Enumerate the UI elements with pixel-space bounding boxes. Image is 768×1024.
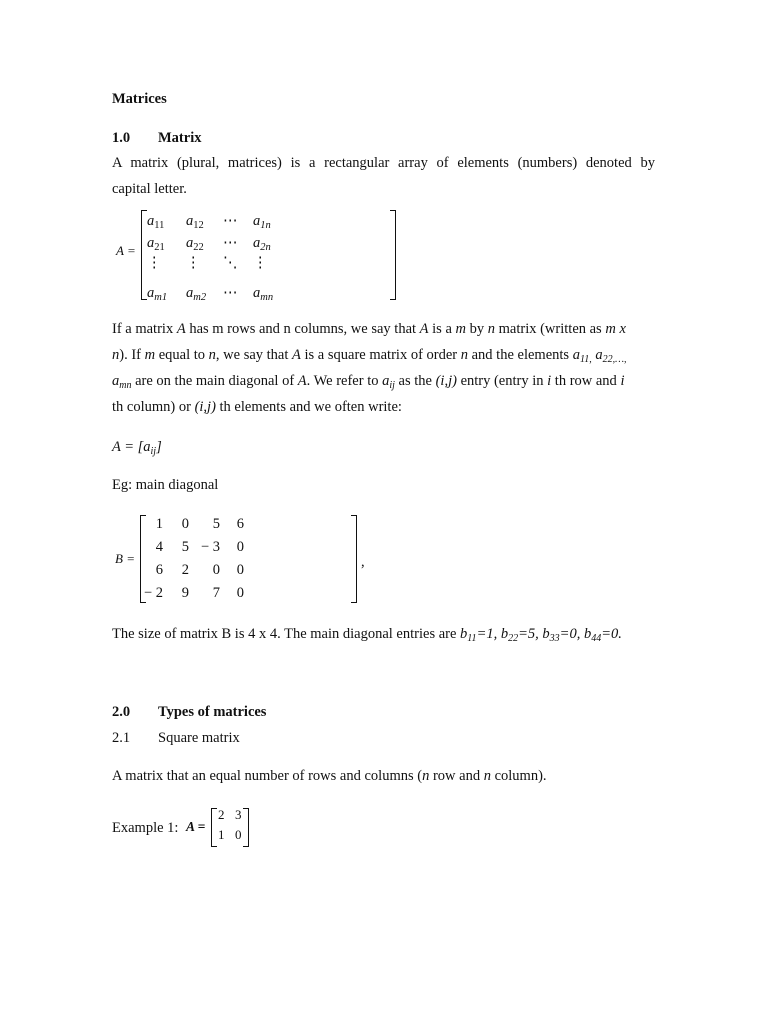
matrix-a-entry: ⋮ <box>186 255 201 271</box>
matrix-a-entry: $a_{22}$ <box>186 235 204 253</box>
matrix-example-1 <box>186 805 256 847</box>
matrix-example-1-entry: 0 <box>235 827 242 842</box>
example-1-label: Example 1: <box>112 820 179 836</box>
matrix-b-entry: 6 <box>155 562 163 578</box>
matrix-example-1-entry: 3 <box>235 807 242 822</box>
section-2-1-number: 2.1 <box>112 730 131 746</box>
matrix-a-entry: ⋯ <box>223 235 238 251</box>
section-1-number: 1.0 <box>112 130 131 146</box>
matrix-a-entry: ⋯ <box>223 285 238 301</box>
matrix-a-entry: $a_{12}$ <box>186 213 204 231</box>
matrix-b-label: B = <box>115 551 135 566</box>
matrix-b-entry: 4 <box>155 539 163 555</box>
matrix-example-1-label: A = <box>186 819 206 834</box>
matrix-a-entry: ⋱ <box>223 255 238 271</box>
para-2-line-3: $a_{mn}$ are on the main diagonal of A. We refer to $a_{ij}$ as the (i,j) entry (entry in i th row and i <box>112 373 625 391</box>
para-1-line-2: capital letter. <box>112 181 187 197</box>
para-4: A matrix that an equal number of rows and columns (n row and n column). <box>112 768 547 784</box>
doc-title: Matrices <box>112 91 167 107</box>
matrix-a-entry: $a_{m2}$ <box>186 285 207 303</box>
matrix-example-1-entry: 1 <box>218 827 225 842</box>
matrix-b-entry: 1 <box>155 516 163 532</box>
matrix-b-entry: 0 <box>212 562 220 578</box>
matrix-a-entry: ⋮ <box>253 255 268 271</box>
para-3: The size of matrix B is 4 x 4. The main diagonal entries are $b_{11}=1$, $b_{22}=5$, $b_{33}=0$, $b_{44}=0$. <box>112 626 622 644</box>
matrix-a-label: A = <box>116 243 136 258</box>
matrix-b-entry: 2 <box>181 562 189 578</box>
matrix-b-right-bracket <box>351 515 357 603</box>
matrix-a <box>112 205 292 303</box>
matrix-a-entry: $a_{mn}$ <box>253 285 274 303</box>
matrix-a-entry: ⋮ <box>147 255 162 271</box>
para-2-line-1: If a matrix A has m rows and n columns, we say that A is a m by n matrix (written as m x <box>112 321 626 337</box>
section-2-number: 2.0 <box>112 704 131 720</box>
matrix-a-entry: $a_{2n}$ <box>253 235 271 253</box>
section-2-1-heading: Square matrix <box>158 730 240 746</box>
matrix-a-entry: $a_{1n}$ <box>253 213 271 231</box>
matrix-b-entry: 5 <box>212 516 220 532</box>
example-main-diagonal-label: Eg: main diagonal <box>112 477 219 493</box>
matrix-a-entry: ⋯ <box>223 213 238 229</box>
matrix-b <box>112 510 365 605</box>
matrix-b-entry: 0 <box>236 539 244 555</box>
matrix-b-entry: 9 <box>181 585 189 601</box>
section-1-heading: Matrix <box>158 130 202 146</box>
matrix-a-entry: $a_{11}$ <box>147 213 165 231</box>
matrix-b-entry: 5 <box>181 539 189 555</box>
matrix-b-entry: − 3 <box>200 539 220 555</box>
matrix-a-entry: $a_{m1}$ <box>147 285 168 303</box>
matrix-b-entry: 7 <box>212 585 220 601</box>
matrix-a-entry: $a_{21}$ <box>147 235 165 253</box>
para-2-line-4: th column) or (i,j) th elements and we often write: <box>112 399 402 415</box>
section-2-heading: Types of matrices <box>158 704 267 720</box>
matrix-b-trailing-comma: , <box>361 554 365 570</box>
matrix-b-entry: 6 <box>236 516 244 532</box>
matrix-b-entry: 0 <box>236 585 244 601</box>
matrix-b-entry: 0 <box>236 562 244 578</box>
equation-aij: $A = [a_{ij}]$ <box>112 439 162 457</box>
matrix-example-1-right-bracket <box>243 808 249 847</box>
para-1-line-1: A matrix (plural, matrices) is a rectangular array of elements (numbers) denoted by <box>112 155 655 171</box>
para-2-line-2: n). If m equal to n, we say that A is a square matrix of order n and the elements $a_{11,}$ $a_{22,\dots,}$ <box>112 347 627 365</box>
matrix-example-1-entry: 2 <box>218 807 225 822</box>
matrix-example-1-left-bracket <box>211 808 217 847</box>
matrix-b-entry: − 2 <box>143 585 163 601</box>
matrix-b-entry: 0 <box>181 516 189 532</box>
matrix-a-right-bracket <box>390 210 396 300</box>
